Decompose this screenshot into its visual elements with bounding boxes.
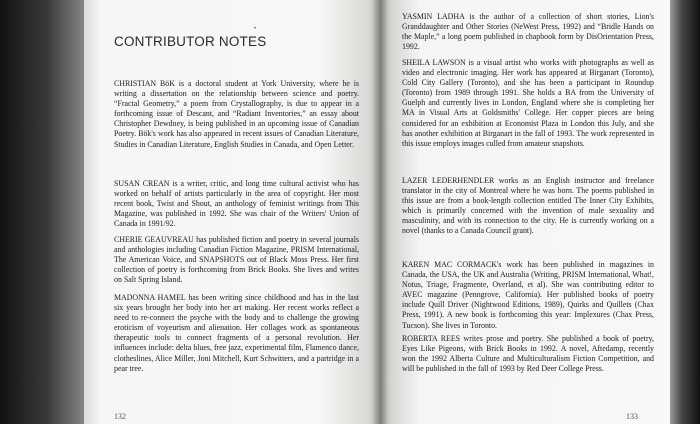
contributor-note-hamel: MADONNA HAMEL has been writing since childhood and has in the last six years brought her body into her art making. Her recent works reflect a need to re-connect the psyche with the body and to challenge the growing eroticism of voyeurism and alienation. Her collages work as spontaneous therapeutic tools to connect fragments of a personal revolution. Her influences include: delta blues, free jazz, experimental film, Flamenco dance, clotheslines, Alice Miller, Joni Mitchell, Kurt Schwitters, and a partridge in a pear tree.	[114, 293, 359, 373]
contributor-note-crean: SUSAN CREAN is a writer, critic, and long time cultural activist who has worked on behalf of artists particularly in the area of copyright. Her most recent book, Twist and Shout, an anthology of feminist writings from This Magazine, was published in 1992. She was chair of the Writers' Union of Canada in 1991/92.	[114, 179, 359, 229]
contributor-note-rees: ROBERTA REES writes prose and poetry. She published a book of poetry, Eyes Like Pigeons, with Brick Books in 1992. A novel, Aftedamp, recently won the 1992 Alberta Culture and Multiculturalism Fiction Competition, and will be published in the fall of 1993 by Red Deer College Press.	[402, 334, 654, 374]
contributor-note-bok: CHRISTIAN BöK is a doctoral student at York University, where he is writing a dissertation on the relationship between science and poetry. “Fractal Geometry,” a poem from Crystallography, is due to appear in a forthcoming issue of Descant, and “Radiant Inventories,” an essay about Christopher Dewdney, is being published in an upcoming issue of Canadian Poetry. Bök's work has also appeared in recent issues of Canadian Literature, Studies in Canadian Literature, English Studies in Canada, and Open Letter.	[114, 79, 359, 149]
right-page	[380, 0, 672, 424]
book-gutter	[372, 0, 388, 424]
page-heading: CONTRIBUTOR NOTES	[114, 34, 267, 49]
page-mark: •	[254, 26, 257, 32]
contributor-note-ladha: YASMIN LADHA is the author of a collection of short stories, Lion's Granddaughter and Other Stories (NeWest Press, 1992) and “Bridle Hands on the Maple,” a long poem published in chapbook form by DisOrientation Press, 1992.	[402, 12, 654, 52]
left-page	[84, 0, 380, 424]
contributor-note-lederhendler: LAZER LEDERHENDLER works as an English instructor and freelance translator in the city of Montreal where he was born. The poems published in this issue are from a book-length collection entitled The Inner City Exhibits, which is primarily concerned with the invention of male sexuality and masculinity, and with its connection to the city. He is currently working on a novel (thanks to a Canada Council grant).	[402, 176, 654, 236]
contributor-note-mac-cormack: KAREN MAC CORMACK's work has been published in magazines in Canada, the USA, the UK and Australia (Writing, PRISM International, What!, Notus, Triage, Fragmente, Overland, et al). She was contributing editor to AVEC magazine (Penngrove, California). Her published books of poetry include Quill Driver (Nightwood Editions, 1989), Quirks and Quillets (Chax Press, 1991). A new book is forthcoming this year: Implexures (Chax Press, Tucson). She lives in Toronto.	[402, 260, 654, 330]
contributor-note-geauvreau: CHERIE GEAUVREAU has published fiction and poetry in several journals and anthologies including Canadian Fiction Magazine, PRISM International, The American Voice, and SNAPSHOTS out of Black Moss Press. Her first collection of poetry is forthcoming from Brick Books. She lives and writes on Salt Spring Island.	[114, 235, 359, 285]
contributor-note-lawson: SHEILA LAWSON is a visual artist who works with photographs as well as video and electronic imaging. Her work has appeared at Birganart (Toronto), Cold City Gallery (Toronto), and she has been a participant in Roundup (Toronto) from 1989 through 1991. She holds a BA from the University of Guelph and currently lives in London, England where she is completing her MA in Visual Arts at Goldsmiths' College. Her copper pieces are being considered for an exhibition at Economist Plaza in London this July, and she has another exhibition at Birganart in the fall of 1993. The work represented in this issue employs images culled from amateur snapshots.	[402, 58, 654, 148]
page-number-right: 133	[626, 412, 638, 421]
page-number-left: 132	[114, 412, 126, 421]
book-edge-right	[670, 0, 700, 424]
book-edge-left	[0, 0, 86, 424]
